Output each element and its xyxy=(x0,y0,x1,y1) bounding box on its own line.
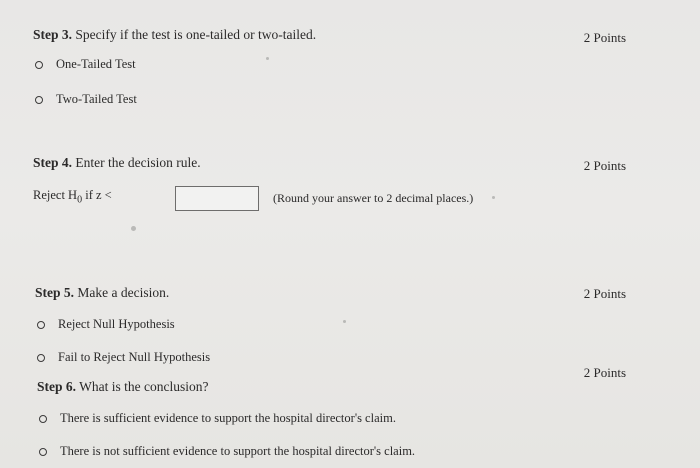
step4-points: 2 Points xyxy=(583,158,626,173)
step3-points: 2 Points xyxy=(583,30,626,45)
radio-reject-null[interactable] xyxy=(37,321,45,329)
step3-title xyxy=(33,27,316,43)
option-fail-to-reject-label: Fail to Reject Null Hypothesis xyxy=(58,350,211,364)
decision-rule-input[interactable] xyxy=(175,186,259,211)
step5-prefix: Step 5. xyxy=(35,285,75,300)
radio-sufficient-evidence[interactable] xyxy=(39,415,47,423)
decision-rule-label xyxy=(33,188,112,206)
dust-speck xyxy=(131,226,136,231)
option-sufficient-evidence-label: There is sufficient evidence to support the hospital director's claim. xyxy=(60,411,396,425)
option-two-tailed-label: Two-Tailed Test xyxy=(56,92,137,106)
option-not-sufficient-evidence-label: There is not sufficient evidence to support the hospital director's claim. xyxy=(60,444,416,458)
step5-title xyxy=(35,285,169,301)
step4-text: Enter the decision rule. xyxy=(75,155,201,170)
step3-prefix: Step 3. xyxy=(33,27,73,42)
rounding-hint: (Round your answer to 2 decimal places.) xyxy=(273,191,474,205)
dust-speck xyxy=(266,57,269,60)
step6-prefix: Step 6. xyxy=(37,379,77,394)
radio-two-tailed[interactable] xyxy=(35,96,43,104)
radio-fail-to-reject[interactable] xyxy=(37,354,45,362)
option-sufficient-evidence[interactable] xyxy=(39,411,396,426)
step5-points: 2 Points xyxy=(583,286,626,301)
step6-text: What is the conclusion? xyxy=(79,379,209,394)
option-fail-to-reject[interactable] xyxy=(37,350,210,365)
step4-title xyxy=(33,155,201,171)
step6-title xyxy=(37,379,209,395)
step4-prefix: Step 4. xyxy=(33,155,73,170)
reject-subscript: 0 xyxy=(77,194,83,206)
reject-prefix: Reject H xyxy=(33,188,78,202)
dust-speck xyxy=(492,196,495,199)
option-one-tailed[interactable] xyxy=(35,57,136,72)
step3-text: Specify if the test is one-tailed or two-tailed. xyxy=(75,27,317,42)
dust-speck xyxy=(343,320,346,323)
option-not-sufficient-evidence[interactable] xyxy=(39,444,415,459)
option-one-tailed-label: One-Tailed Test xyxy=(56,57,136,71)
step6-points: 2 Points xyxy=(583,365,626,380)
option-reject-null[interactable] xyxy=(37,317,175,332)
option-reject-null-label: Reject Null Hypothesis xyxy=(58,317,175,331)
radio-not-sufficient-evidence[interactable] xyxy=(39,448,47,456)
reject-suffix: if z < xyxy=(82,188,112,202)
radio-one-tailed[interactable] xyxy=(35,61,43,69)
option-two-tailed[interactable] xyxy=(35,92,137,107)
step5-text: Make a decision. xyxy=(77,285,170,300)
